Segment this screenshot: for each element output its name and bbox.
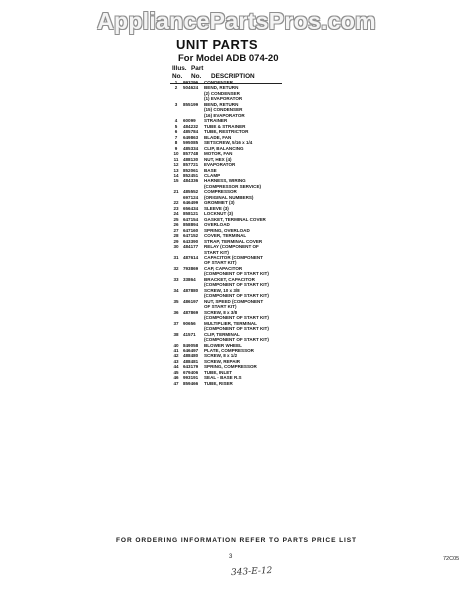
part-description: TUBE & STRAINER <box>204 123 246 129</box>
illus-number: 22 <box>173 200 179 206</box>
illus-number: 3 <box>174 101 178 107</box>
part-number: 487880 <box>183 287 199 293</box>
part-description: SCREW, 10 x 3/8 <box>204 287 240 293</box>
illus-number: 46 <box>173 375 179 381</box>
part-description: (COMPONENT OF START KIT) <box>204 282 269 288</box>
illus-number: 27 <box>173 227 179 233</box>
part-description: (COMPONENT OF START KIT) <box>204 337 269 343</box>
illus-number: 9 <box>174 145 178 151</box>
part-description: (ORIGINAL NUMBERS) <box>204 194 254 200</box>
part-number: 858121 <box>183 211 199 217</box>
col-part-label: Part <box>191 65 204 72</box>
part-description: CLIP, BALANCING <box>204 145 244 151</box>
part-row <box>171 381 303 386</box>
part-number: 488481 <box>183 358 199 364</box>
illus-number: 37 <box>173 320 179 326</box>
illus-number: 34 <box>173 287 179 293</box>
illus-number: 29 <box>173 238 179 244</box>
part-description: SCREW, 8 x 1/2 <box>204 353 238 359</box>
part-description: (1) EVAPORATOR <box>204 96 243 102</box>
part-description: (COMPONENT OF START KIT) <box>204 271 269 277</box>
part-number: 697124 <box>183 194 199 200</box>
part-number: 852061 <box>183 167 199 173</box>
page-title: UNIT PARTS <box>176 37 259 52</box>
illus-number: 42 <box>173 353 179 359</box>
illus-number: 40 <box>173 342 179 348</box>
part-description: (COMPONENT OF START KIT) <box>204 326 269 332</box>
illus-number: 1 <box>174 80 178 85</box>
part-number: 488480 <box>183 353 199 359</box>
part-description: (COMPONENT OF START KIT) <box>204 293 269 299</box>
part-description: (COMPONENT OF START KIT) <box>204 315 269 321</box>
part-description: TUBE, INLET <box>204 369 233 375</box>
part-number: 90656 <box>183 320 196 326</box>
part-description: COMPRESSOR <box>204 189 237 195</box>
part-description: MULTIPLIER, TERMINAL <box>204 320 257 326</box>
illus-number: 45 <box>173 369 179 375</box>
part-description: BEND, RETURN <box>204 101 239 107</box>
illus-number: 21 <box>173 189 179 195</box>
illus-number: 7 <box>174 134 178 140</box>
part-description: BEND, RETURN <box>204 85 239 91</box>
part-number: 656434 <box>183 205 199 211</box>
part-description: SCREW, 8 x 3/8 <box>204 309 238 315</box>
part-description: LOCKNUT (3) <box>204 211 234 217</box>
part-number: 857721 <box>183 162 199 168</box>
part-number: 646497 <box>183 347 199 353</box>
part-number: 857748 <box>183 151 199 157</box>
part-description: SPRING, COMPRESSOR <box>204 364 257 370</box>
part-description: SEAL - BASE R.S <box>204 375 242 381</box>
part-description: BLADE, FAN <box>204 134 232 140</box>
illus-number: 23 <box>173 205 179 211</box>
part-number: 485784 <box>183 129 199 135</box>
handwritten-note: 343-E-12 <box>230 565 273 579</box>
part-number: 647154 <box>183 216 199 222</box>
col-description-label: DESCRIPTION <box>211 72 255 80</box>
illus-number: 47 <box>173 380 179 386</box>
part-number: 647160 <box>183 227 199 233</box>
illus-number: 35 <box>173 298 179 304</box>
part-number: 485552 <box>183 189 199 195</box>
part-description: CAPACITOR (COMPONENT <box>204 255 263 260</box>
part-number: 484232 <box>183 123 199 129</box>
illus-number: 14 <box>173 172 179 178</box>
part-number: 852451 <box>183 172 199 178</box>
part-description: TUBE, RESTRICTOR <box>204 129 249 135</box>
part-number: 993296 <box>183 80 199 85</box>
part-description: SLEEVE (3) <box>204 205 229 211</box>
part-number: 484336 <box>183 178 199 184</box>
illus-number: 38 <box>173 331 179 337</box>
part-number: 487614 <box>183 255 199 260</box>
part-description: (COMPRESSOR SERVICE) <box>204 183 262 189</box>
illus-number: 31 <box>173 255 179 260</box>
illus-number: 15 <box>173 178 179 184</box>
part-description: (16) EVAPORATOR <box>204 112 245 118</box>
model-subtitle: For Model ADB 074-20 <box>178 53 279 64</box>
part-description: OF START KIT) <box>204 304 237 310</box>
part-description: COVER, TERMINAL <box>204 233 247 239</box>
part-description: BASE <box>204 167 217 173</box>
illus-number: 26 <box>173 222 179 228</box>
part-description: CAP, CAPACITOR <box>204 265 243 271</box>
ordering-note: FOR ORDERING INFORMATION REFER TO PARTS PRICE LIST <box>116 537 357 544</box>
part-description: (15) CONDENSER <box>204 107 243 113</box>
part-description: PLATE, COMPRESSOR <box>204 347 254 353</box>
part-number: 849058 <box>183 342 199 348</box>
document-header <box>176 38 316 65</box>
part-description: CONDENSER <box>204 80 234 85</box>
illus-number: 28 <box>173 233 179 239</box>
part-description: (2) CONDENSER <box>204 90 240 96</box>
col-illus-label: Illus. <box>172 65 187 72</box>
illus-number: 44 <box>173 364 179 370</box>
part-description: SPRING, OVERLOAD <box>204 227 250 233</box>
illus-number: 43 <box>173 358 179 364</box>
part-number: 41571 <box>183 331 196 337</box>
illus-number: 30 <box>173 244 179 250</box>
part-description: NUT, HEX (4) <box>204 156 232 162</box>
part-description: BRACKET, CAPACITOR <box>204 276 255 282</box>
illus-number: 41 <box>173 347 179 353</box>
part-number: 33864 <box>183 276 196 282</box>
document-code: 72C05 <box>443 556 460 562</box>
part-description: GROMMET (3) <box>204 200 235 206</box>
part-number: 485334 <box>183 145 199 151</box>
part-description: GASKET, TERMINAL COVER <box>204 216 266 222</box>
col-no-label: No. <box>172 72 183 80</box>
part-description: OVERLOAD <box>204 222 230 228</box>
part-number: 859466 <box>183 380 199 386</box>
part-description: NUT, SPEED (COMPONENT <box>204 298 264 304</box>
col-part-no-label: No. <box>191 72 202 80</box>
part-description: OF START KIT) <box>204 260 237 266</box>
part-description: EVAPORATOR <box>204 162 236 168</box>
watermark: AppliancePartsPros.com <box>97 8 376 34</box>
illus-number: 33 <box>173 276 179 282</box>
part-number: 486197 <box>183 298 199 304</box>
part-number: 855199 <box>183 101 199 107</box>
illus-number: 10 <box>173 151 179 157</box>
part-description: SETSCREW, 5/16 x 1/4 <box>204 140 253 146</box>
part-description: RELAY (COMPONENT OF <box>204 244 259 250</box>
illus-number: 36 <box>173 309 179 315</box>
part-number: 679406 <box>183 369 199 375</box>
part-number: 595085 <box>183 140 199 146</box>
part-number: 649863 <box>183 134 199 140</box>
page-number: 3 <box>229 554 233 560</box>
part-description: CLIP, TERMINAL <box>204 331 240 337</box>
illus-number: 8 <box>174 140 178 146</box>
illus-number: 5 <box>174 123 178 129</box>
illus-number: 25 <box>173 216 179 222</box>
part-description: SCREW, REPAIR <box>204 358 241 364</box>
illus-number: 11 <box>173 156 179 162</box>
part-number: 60099 <box>183 118 196 124</box>
part-description: STRAP, TERMINAL COVER <box>204 238 263 244</box>
column-headers <box>169 65 299 80</box>
illus-number: 2 <box>174 85 178 91</box>
part-number: 647152 <box>183 233 199 239</box>
part-number: 646499 <box>183 200 199 206</box>
illus-number: 24 <box>173 211 179 217</box>
part-number: 643390 <box>183 238 199 244</box>
part-number: 504624 <box>183 85 199 91</box>
part-description: BLOWER WHEEL <box>204 342 242 348</box>
illus-number: 4 <box>174 118 178 124</box>
parts-list <box>171 80 303 386</box>
part-description: STRAINER <box>204 118 228 124</box>
part-description: TUBE, RISER <box>204 380 233 386</box>
part-number: 858894 <box>183 222 199 228</box>
illus-number: 6 <box>174 129 178 135</box>
illus-number: 13 <box>173 167 179 173</box>
illus-number: 12 <box>173 162 179 168</box>
part-number: 793869 <box>183 265 199 271</box>
part-number: 643179 <box>183 364 199 370</box>
part-number: 487869 <box>183 309 199 315</box>
part-description: MOTOR, FAN <box>204 151 233 157</box>
part-description: HARNESS, WIRING <box>204 178 246 184</box>
part-number: 993191 <box>183 375 199 381</box>
part-number: 488130 <box>183 156 199 162</box>
part-description: CLAMP <box>204 172 221 178</box>
illus-number: 32 <box>173 265 179 271</box>
part-description: START KIT) <box>204 249 229 255</box>
part-number: 484177 <box>183 244 199 250</box>
